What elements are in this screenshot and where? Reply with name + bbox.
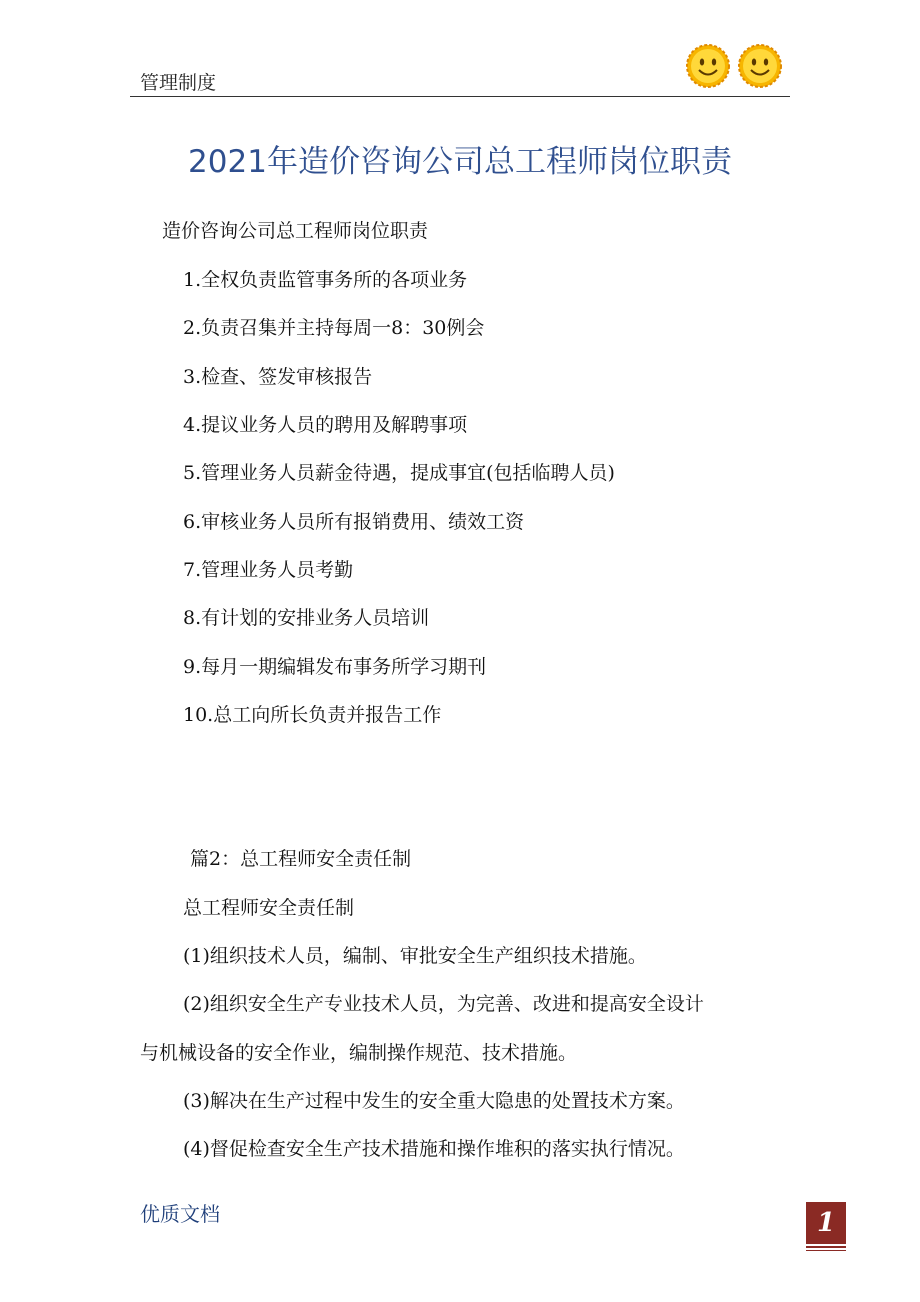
section2-heading: 总工程师安全责任制: [183, 897, 355, 919]
document-title: 2021年造价咨询公司总工程师岗位职责: [188, 144, 732, 180]
list-item: 7.管理业务人员考勤: [183, 559, 354, 581]
list-item: 9.每月一期编辑发布事务所学习期刊: [183, 656, 487, 678]
list-item: 8.有计划的安排业务人员培训: [183, 607, 430, 629]
paragraph-line: (1)组织技术人员，编制、审批安全生产组织技术措施。: [183, 945, 647, 967]
smiley-icons: [684, 42, 784, 90]
section1-heading: 造价咨询公司总工程师岗位职责: [162, 220, 429, 242]
paragraph-line: (3)解决在生产过程中发生的安全重大隐患的处置技术方案。: [183, 1090, 685, 1112]
list-item: 3.检查、签发审核报告: [183, 366, 373, 388]
list-item: 10.总工向所长负责并报告工作: [183, 704, 442, 726]
smiley-icon: [739, 45, 781, 87]
page-number-underline: [806, 1246, 846, 1248]
footer-label: 优质文档: [140, 1202, 220, 1226]
paragraph-line: 与机械设备的安全作业，编制操作规范、技术措施。: [140, 1042, 578, 1064]
smiley-icon: [687, 45, 729, 87]
page-number: 1: [806, 1202, 846, 1244]
list-item: 6.审核业务人员所有报销费用、绩效工资: [183, 511, 525, 533]
section2-part-title: 篇2：总工程师安全责任制: [190, 848, 412, 870]
list-item: 4.提议业务人员的聘用及解聘事项: [183, 414, 468, 436]
header-label: 管理制度: [140, 72, 217, 94]
paragraph-line: (4)督促检查安全生产技术措施和操作堆积的落实执行情况。: [183, 1138, 685, 1160]
list-item: 1.全权负责监管事务所的各项业务: [183, 269, 468, 291]
header-divider: [130, 96, 790, 97]
list-item: 2.负责召集并主持每周一8：30例会: [183, 317, 485, 339]
list-item: 5.管理业务人员薪金待遇，提成事宜(包括临聘人员): [183, 462, 615, 484]
paragraph-line: (2)组织安全生产专业技术人员，为完善、改进和提高安全设计: [183, 993, 704, 1015]
page-number-underline: [806, 1250, 846, 1251]
